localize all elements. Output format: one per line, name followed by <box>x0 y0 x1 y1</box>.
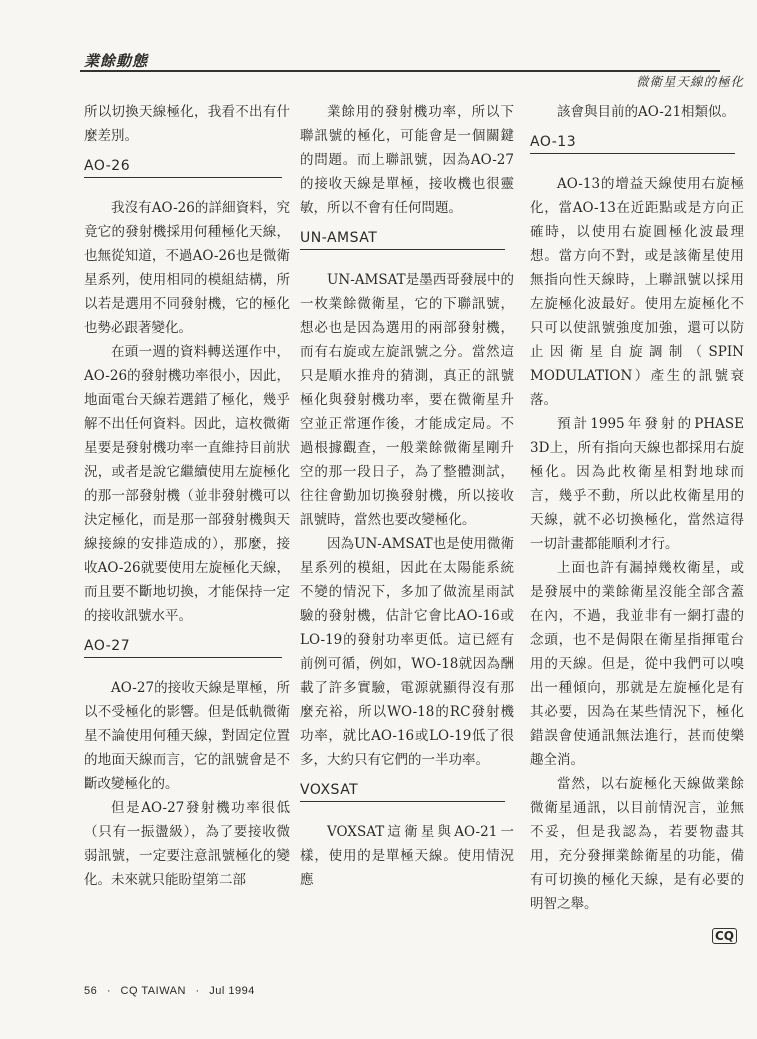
section-heading-unamsat <box>300 230 514 250</box>
section-heading-ao27 <box>84 638 290 658</box>
unamsat-heading: UN-AMSAT <box>300 230 378 246</box>
page-footer <box>84 985 261 997</box>
issue-date: Jul 1994 <box>209 985 255 997</box>
section-rule <box>84 177 282 178</box>
ao26-paragraph-1: 我沒有AO-26的詳細資料，究竟它的發射機採用何種極化天線，也無從知道，不過AO-26也是微衛星系列，使用相同的模組結構，所以若是選用不同發射機，它的極化也勢必跟著變化。 <box>84 200 290 336</box>
section-heading-ao13 <box>530 134 744 154</box>
ao27-paragraph-2: 但是AO-27發射機功率很低（只有一振盪級），為了要接收微弱訊號，一定要注意訊號極化的變化。未來就只能盼望第二部 <box>84 800 290 888</box>
column-3-intro: 該會與目前的AO-21相類似。 <box>557 104 736 120</box>
footer-separator: · <box>195 985 200 997</box>
footer-separator: · <box>106 985 111 997</box>
unamsat-paragraph-1: UN-AMSAT是墨西哥發展中的一枚業餘微衛星，它的下聯訊號，想必也是因為選用的兩部發射機，而有右旋或左旋訊號之分。當然這只是順水推舟的猜測，真正的訊號極化與發射機功率，要在微衛星升空並正常運作後，才能成定局。不過根據觀查，一般業餘微衛星剛升空的那一段日子，為了整體測試，往往會勤加切換發射機，所以接收訊號時，當然也要改變極化。 <box>300 272 514 528</box>
voxsat-heading: VOXSAT <box>300 782 359 798</box>
magazine-name: CQ TAIWAN <box>120 985 186 997</box>
section-title: 業餘動態 <box>84 52 149 70</box>
column-3 <box>530 100 744 916</box>
header-rule <box>80 70 720 72</box>
ao13-paragraph-3: 上面也許有漏掉幾枚衛星，或是發展中的業餘衛星沒能全部含蓋在內，不過，我並非有一網打盡的念頭，也不是侷限在衛星指揮電台用的天線。但是，從中我們可以嗅出一種傾向，那就是左旋極化是有其必要，因為在某些情況下，極化錯誤會使通訊無法進行，甚而使樂趣全消。 <box>530 560 744 768</box>
section-rule <box>300 801 505 802</box>
ao26-paragraph-2: 在頭一週的資料轉送運作中，AO-26的發射機功率很小，因此，地面電台天線若選錯了極化，幾乎解不出任何資料。因此，這枚微衛星要是發射機功率一直維持目前狀況，或者是說它繼續使用左旋極化的那一部發射機（並非發射機可以決定極化，而是那一部發射機與天線接線的安排造成的），那麼，接收AO-26就要使用左旋極化天線，而且要不斷地切換，才能保持一定的接收訊號水平。 <box>84 344 290 624</box>
section-heading-voxsat <box>300 782 514 802</box>
section-rule <box>84 657 282 658</box>
ao13-heading: AO-13 <box>530 134 577 150</box>
end-of-article-mark: CQ <box>712 928 737 944</box>
section-rule <box>300 249 505 250</box>
page-number: 56 <box>84 985 98 997</box>
voxsat-paragraph-1: VOXSAT這衛星與AO-21一樣，使用的是單極天線。使用情況應 <box>300 824 514 888</box>
ao13-paragraph-1: AO-13的增益天線使用右旋極化，當AO-13在近距點或是方向正確時，以使用右旋圓極化波最理想。當方向不對，或是該衛星使用無指向性天線時，上聯訊號以採用左旋極化波最好。使用左旋極化不只可以使訊號強度加強，還可以防止因衛星自旋調制（SPIN MODULATION）產生的訊號衰落。 <box>530 176 744 408</box>
ao13-paragraph-4: 當然，以右旋極化天線做業餘微衛星通訊，以目前情況言，並無不妥，但是我認為，若要物盡其用，充分發揮業餘衛星的功能，備有可切換的極化天線，是有必要的明智之舉。 <box>530 776 744 912</box>
column-1 <box>84 100 290 892</box>
column-2 <box>300 100 514 892</box>
section-heading-ao26 <box>84 158 290 178</box>
ao26-heading: AO-26 <box>84 158 131 174</box>
column-1-intro: 所以切換天線極化，我看不出有什麼差別。 <box>84 104 290 144</box>
section-rule <box>530 153 735 154</box>
ao13-paragraph-2: 預計1995年發射的PHASE 3D上，所有指向天線也都採用右旋極化。因為此枚衛星相對地球而言，幾乎不動，所以此枚衛星用的天線，就不必切換極化，當然這得一切計畫都能順利才行。 <box>530 416 744 552</box>
ao27-paragraph-1: AO-27的接收天線是單極，所以不受極化的影響。但是低軌微衛星不論使用何種天線，對固定位置的地面天線而言，它的訊號會是不斷改變極化的。 <box>84 680 290 792</box>
column-2-intro: 業餘用的發射機功率，所以下聯訊號的極化，可能會是一個關鍵的問題。而上聯訊號，因為AO-27的接收天線是單極，接收機也很靈敏，所以不會有任何問題。 <box>300 104 514 216</box>
article-title: 微衛星天線的極化 <box>636 74 745 89</box>
unamsat-paragraph-2: 因為UN-AMSAT也是使用微衛星系列的模組，因此在太陽能系統不變的情況下，多加了做流星雨試驗的發射機，估計它會比AO-16或LO-19的發射功率更低。這已經有前例可循，例如，WO-18就因為酬載了許多實驗，電源就顯得沒有那麼充裕，所以WO-18的RC發射機功率，就比AO-16或LO-19低了很多，大約只有它們的一半功率。 <box>300 536 514 768</box>
ao27-heading: AO-27 <box>84 638 131 654</box>
